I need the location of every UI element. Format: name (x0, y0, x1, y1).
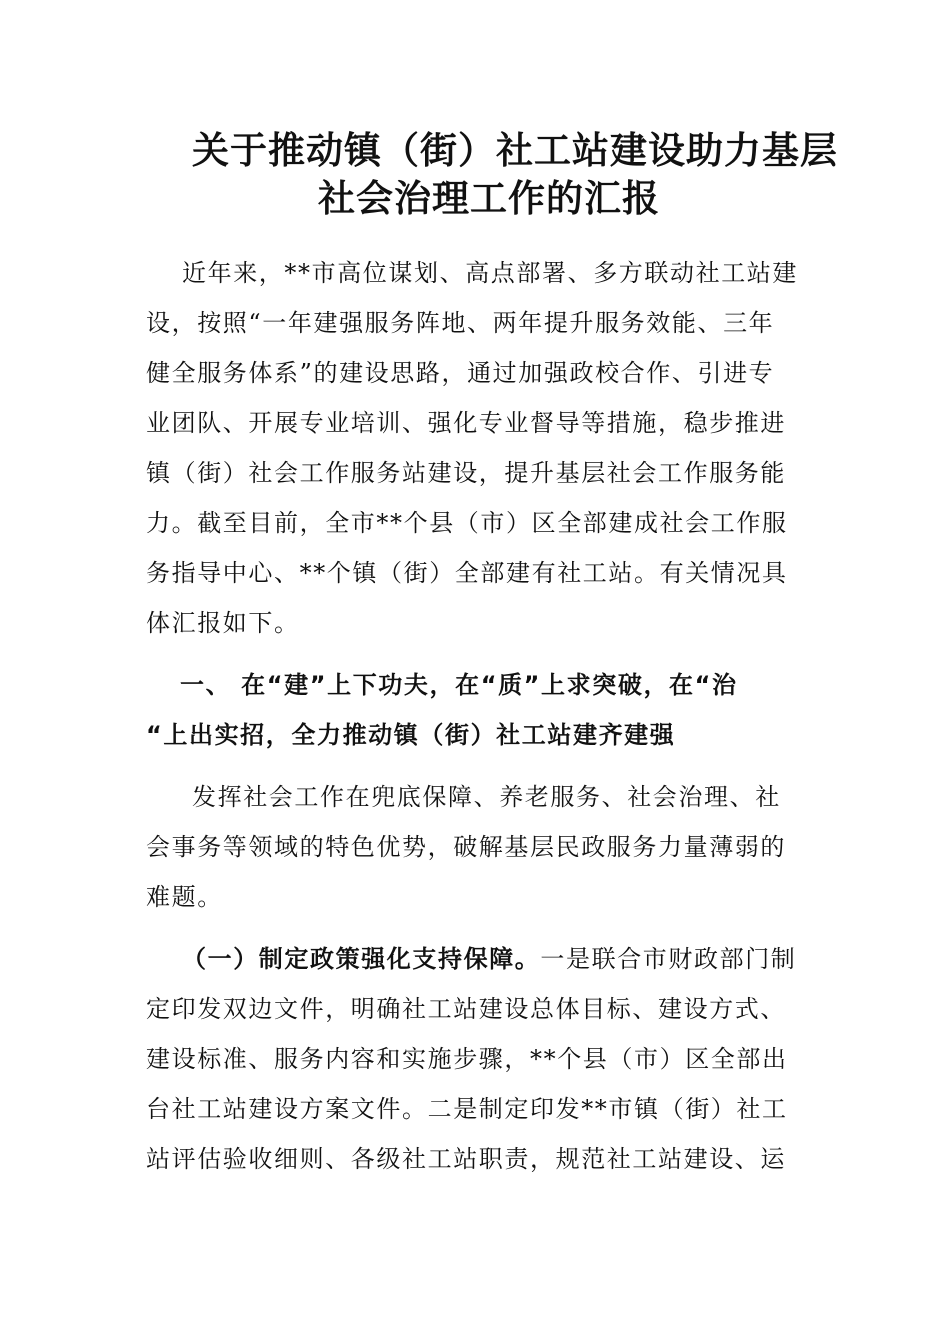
section-1-para-line-2: 会事务等领域的特色优势，破解基层民政服务力量薄弱的 (146, 833, 786, 861)
subsection-1-first-line-rest: 一是联合市财政部门制 (540, 945, 797, 973)
intro-line-4: 业团队、开展专业培训、强化专业督导等措施，稳步推进 (146, 409, 786, 437)
section-1-para-line-1: 发挥社会工作在兜底保障、养老服务、社会治理、社 (192, 783, 781, 811)
intro-line-2: 设，按照“一年建强服务阵地、两年提升服务效能、三年 (146, 309, 775, 337)
section-1-para-line-3: 难题。 (146, 883, 223, 911)
section-1-heading-line-1: 一、 在“建”上下功夫，在“质”上求突破，在“治 (180, 671, 738, 699)
subsection-1-line-5: 站评估验收细则、各级社工站职责，规范社工站建设、运 (146, 1145, 786, 1173)
document-title-line-1: 关于推动镇（街）社工站建设助力基层 (192, 128, 838, 172)
subsection-1-lead: （一）制定政策强化支持保障。 (182, 945, 541, 973)
intro-line-7: 务指导中心、**个镇（街）全部建有社工站。有关情况具 (146, 559, 788, 587)
intro-line-6: 力。截至目前，全市**个县（市）区全部建成社会工作服 (146, 509, 788, 537)
intro-line-8: 体汇报如下。 (146, 609, 300, 637)
document-title-line-2: 社会治理工作的汇报 (318, 176, 660, 220)
intro-line-1: 近年来，**市高位谋划、高点部署、多方联动社工站建 (182, 259, 798, 287)
subsection-1-line-1 (182, 944, 832, 974)
intro-line-3: 健全服务体系”的建设思路，通过加强政校合作、引进专 (146, 359, 775, 387)
subsection-1-line-2: 定印发双边文件，明确社工站建设总体目标、建设方式、 (146, 995, 786, 1023)
subsection-1-line-3: 建设标准、服务内容和实施步骤，**个县（市）区全部出 (146, 1045, 788, 1073)
subsection-1-line-4: 台社工站建设方案文件。二是制定印发**市镇（街）社工 (146, 1095, 788, 1123)
section-1-heading-line-2: “上出实招，全力推动镇（街）社工站建齐建强 (146, 721, 676, 749)
intro-line-5: 镇（街）社会工作服务站建设，提升基层社会工作服务能 (146, 459, 786, 487)
